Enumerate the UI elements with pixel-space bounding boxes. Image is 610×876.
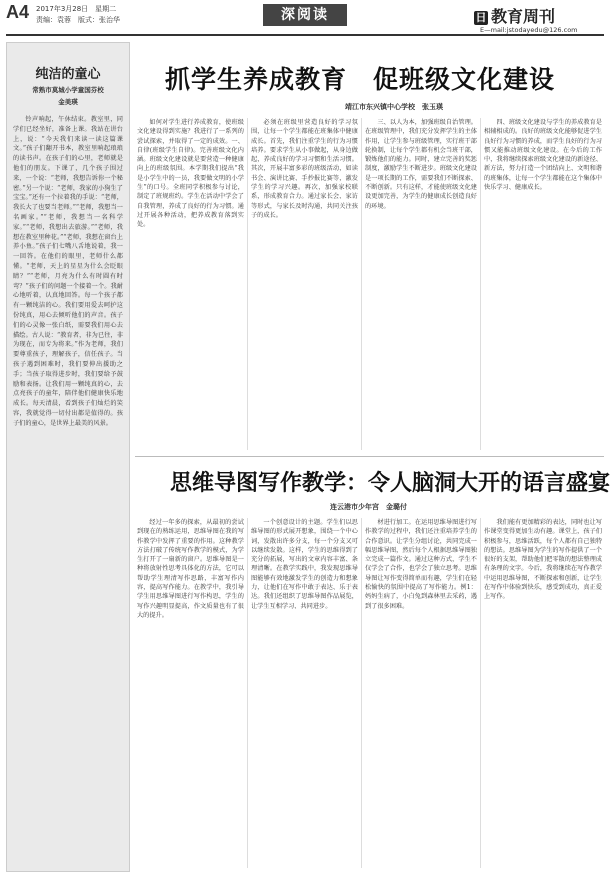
article1-col2: 必须在班级里营造良好的学习氛围，让每一个学生都能在班集体中健康成长。首先，我们注重学生的行为习惯培养。要求学生从小事做起，从身边做起，养成良好的学习习惯和生活习惯。其次，开展丰富多彩的班级活动，如读书会、演讲比赛、手抄报比赛等，激发学生的学习兴趣。再次，加强家校联系，形成教育合力。通过家长会、家访等形式，与家长及时沟通，共同关注孩子的成长。: [251, 119, 358, 219]
column-divider: [480, 118, 481, 450]
sidebar-school: 常熟市莫城小学童国芬校: [32, 86, 104, 94]
column-divider: [361, 118, 362, 450]
header-rule: [6, 34, 604, 36]
issue-date: 2017年3月28日 星期二: [36, 5, 117, 13]
column-divider: [480, 518, 481, 868]
sidebar-author: 金美瑛: [58, 98, 78, 106]
column-divider: [361, 518, 362, 868]
sidebar-body: 铃声响起，午休结束。教室里，同学们已经坐好，准备上课。我站在讲台上，说：“今天我们来读一读这篇课文。”孩子们翻开书本，教室里响起琅琅的读书声。在孩子们的心里，老师就是他们的朋友。下课了，几个孩子围过来，一个说：“老师，我想告诉你一个秘密。”另一个说：“老师，我家的小狗生了宝宝。”还有一个拉着我的手说：“老师，我长大了也要当老师。”“老师，我想当一名画家。”“老师，我想当一名科学家。”“老师，我想出去旅游。”“老师，我想在教室里种花。”“老师，我想在窗台上养小鱼。”孩子们七嘴八舌地说着，我一一回答。在他们的眼里，老师什么都懂。“老师，天上的星星为什么会眨眼睛？”“老师，月亮为什么有时圆有时弯？”孩子们的问题一个接着一个。我耐心地听着，认真地回答。每一个孩子都有一颗纯洁的心。我们要用爱去呵护这份纯真，用心去倾听他们的声音。孩子们的心灵像一张白纸，需要我们用心去描绘。古人说：“教育者，非为已往，非为现在，而专为将来。”作为老师，我们要尊重孩子，理解孩子，信任孩子。当孩子遇到困难时，我们要伸出援助之手；当孩子取得进步时，我们要给予鼓励和表扬。让我们用一颗纯真的心，去点亮孩子的童年，陪伴他们健康快乐地成长。每天清晨，看到孩子们灿烂的笑容，我就觉得一切付出都是值得的。孩子们的童心，是世界上最美的风景。: [13, 116, 123, 427]
article2-byline: 连云港市少年宫 金璐付: [330, 503, 407, 511]
masthead: [474, 4, 555, 27]
section-tag: 深阅读: [263, 4, 347, 26]
article2-col1: 经过一年多的探索，从最初的尝试到现在的熟练运用，思维导图在我的写作教学中发挥了重要的作用。这种教学方法打破了传统写作教学的模式，为学生打开了一扇新的窗户。思维导图是一种将放射性思考具体化的方法，它可以帮助学生理清写作思路，丰富写作内容，提高写作能力。在教学中，我引导学生用思维导图进行写作构思，学生的写作兴趣明显提高，作文质量也有了很大的提升。: [137, 519, 244, 619]
article1-headline: 抓学生养成教育 促班级文化建设: [165, 65, 556, 94]
sidebar-article: [6, 42, 130, 872]
article2-col2: 一个创意设计的主题。学生们以思维导图的形式展开想象，围绕一个中心词，发散出许多分支，每一个分支又可以继续发散。这样，学生的思维得到了充分的拓展，写出的文章内容丰富、条理清晰。在教学实践中，我发现思维导图能够有效地激发学生的创造力和想象力，让他们在写作中敢于表达、乐于表达。我们还组织了思维导图作品展览，让学生互相学习、共同进步。: [251, 519, 358, 610]
article1-col3: 三、以人为本，加强班级自治管理。在班级管理中，我们充分发挥学生的主体作用，让学生参与班级管理，实行班干部轮换制，让每个学生都有机会当班干部，锻炼他们的能力。同时，建立完善的奖惩制度，激励学生不断进步。班级文化建设是一项长期的工作，需要我们不断探索、不断创新。只有这样，才能使班级文化建设更加完善，为学生的健康成长创造良好的环境。: [365, 119, 477, 210]
article1-byline: 靖江市东兴镇中心学校 张玉瑛: [345, 103, 443, 111]
masthead-logo: 日: [475, 11, 487, 24]
article2-col3: 材进行加工。在运用思维导图进行写作教学的过程中，我们还注重培养学生的合作意识。让学生分组讨论，共同完成一幅思维导图，然后每个人根据思维导图独立完成一篇作文。通过这种方式，学生不仅学会了合作，也学会了独立思考。思维导图让写作变得简单而有趣，学生们在轻松愉快的氛围中提高了写作能力。例1：妈妈生病了，小白兔到森林里去采药，遇到了很多困难。: [365, 519, 477, 610]
article2-headline: 思维导图写作教学：令人脑洞大开的语言盛宴: [170, 471, 610, 496]
article2-col4: 我们能有更加精彩的表达，同时也让写作课堂变得更加生动有趣。课堂上，孩子们积极参与，思维活跃，每个人都有自己独特的想法。思维导图为学生的写作提供了一个很好的支架，帮助他们把零散的想法整理成有条理的文字。今后，我将继续在写作教学中运用思维导图，不断探索和创新，让学生在写作中体验到快乐，感受到成功，真正爱上写作。: [484, 519, 602, 601]
column-divider: [247, 518, 248, 868]
article-separator: [135, 456, 604, 457]
sidebar-title: 纯洁的童心: [35, 67, 101, 82]
column-divider: [247, 118, 248, 450]
article1-col1: 如何对学生进行养成教育，使班级文化建设得到实施？我进行了一系列的尝试探索，并取得了一定的成效。一、自律(班级学生自律)。完善班级文化内涵。班级文化建设就是要营造一种健康向上的班级氛围。本学期我们提出“我是小学生中的一员，我要做文明的小学生”的口号。全班同学积极参与讨论，制定了班规班约。学生在活动中学会了自我管理，养成了良好的行为习惯。通过开展各种活动，把养成教育落到实处。: [137, 119, 244, 229]
contact-email: E—mail:jstodayedu@126.com: [480, 26, 578, 34]
editor-credits: 责编：袁蓉 版式：张治华: [36, 16, 120, 24]
masthead-title: 教育周刊: [491, 7, 556, 26]
article1-col4: 四、班级文化建设与学生的养成教育是相辅相成的。良好的班级文化能够促进学生良好行为习惯的养成，而学生良好的行为习惯又能推动班级文化建设。在今后的工作中，我将继续探索班级文化建设的新途径、新方法，努力打造一个团结向上、文明和谐的班集体，让每一个学生都能在这个集体中快乐学习、健康成长。: [484, 119, 602, 192]
page-code: A4: [6, 2, 30, 22]
